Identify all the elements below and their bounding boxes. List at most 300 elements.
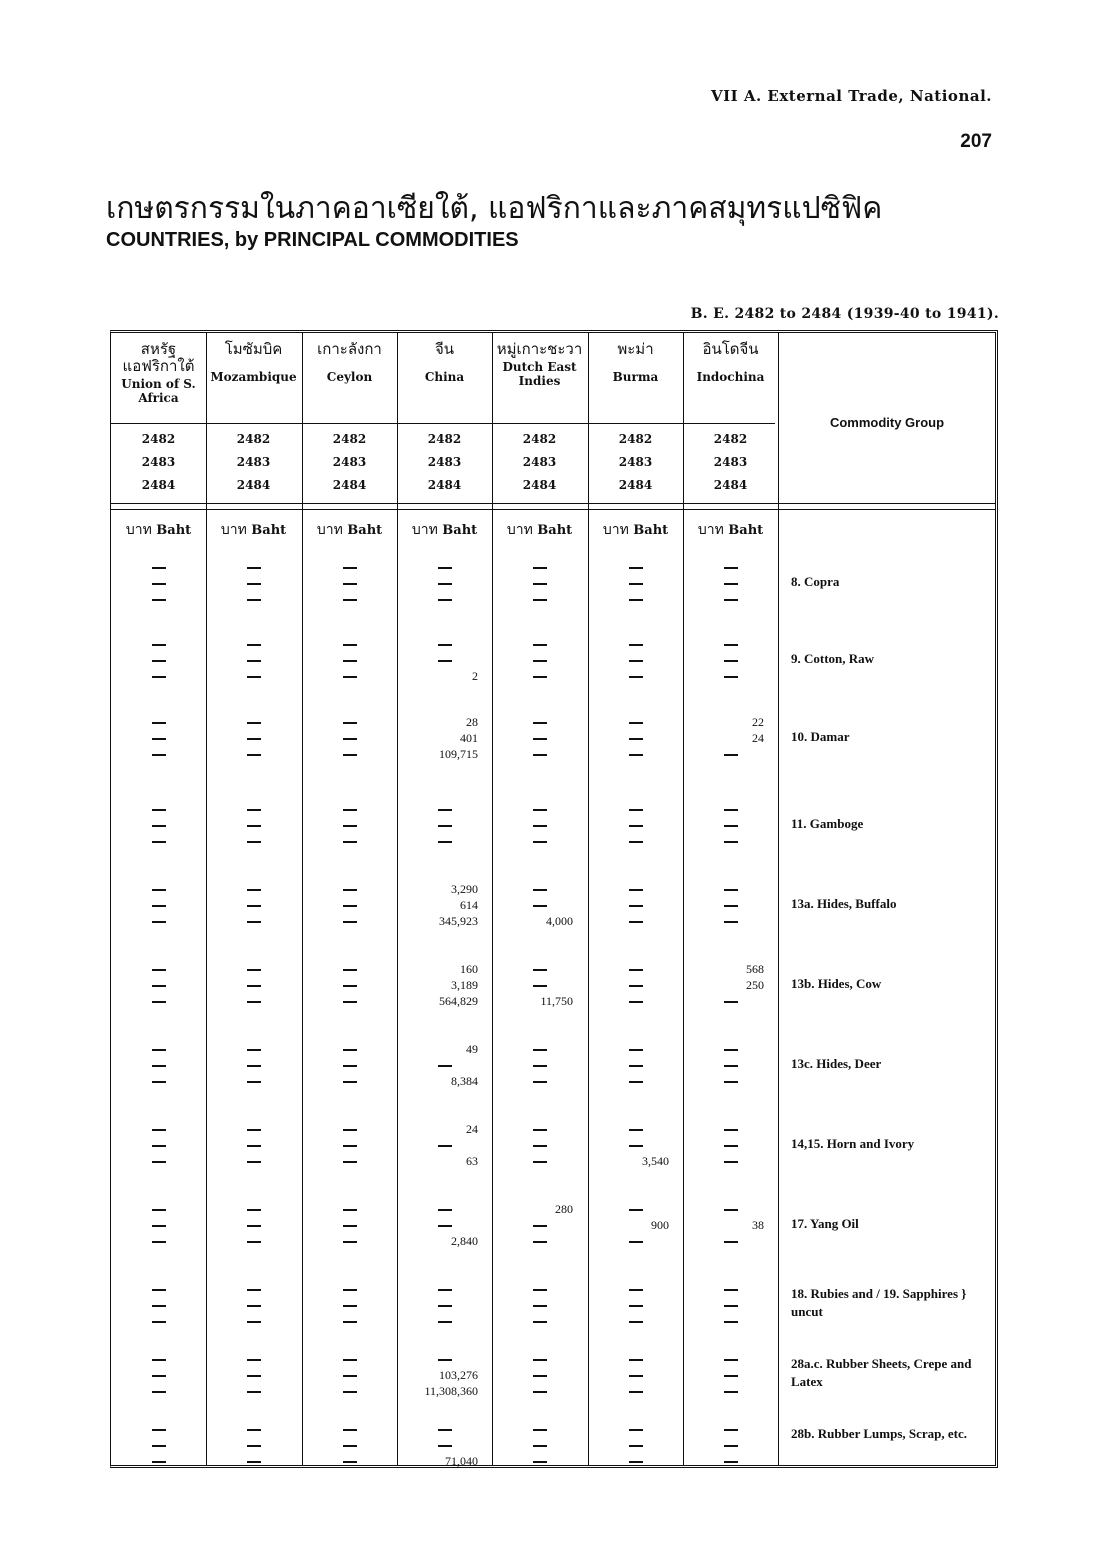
year-label: 2482: [332, 432, 367, 446]
nil-dash: [152, 1241, 166, 1243]
column-header-thai: พะม่า: [617, 340, 654, 358]
data-cell: [588, 1283, 683, 1343]
nil-dash: [533, 1081, 547, 1083]
nil-dash: [724, 1461, 738, 1463]
year-label: 2484: [618, 478, 653, 492]
nil-dash: [247, 644, 261, 646]
running-head: VII A. External Trade, National.: [710, 87, 992, 105]
data-cell: [397, 1203, 492, 1263]
cell-value: 3,290: [451, 882, 478, 896]
nil-dash: [533, 1065, 547, 1067]
nil-dash: [152, 1305, 166, 1307]
year-label: 2483: [141, 455, 176, 469]
commodity-label: 9. Cotton, Raw: [791, 651, 875, 666]
nil-dash: [629, 825, 643, 827]
data-cell: [302, 1043, 397, 1103]
nil-dash: [724, 1065, 738, 1067]
nil-dash: [152, 1321, 166, 1323]
year-label: 2482: [427, 432, 462, 446]
data-cell: [111, 716, 206, 776]
commodity-label: 13a. Hides, Buffalo: [791, 896, 897, 911]
data-cell: [588, 638, 683, 698]
data-cell: [111, 1043, 206, 1103]
data-cell: [111, 1123, 206, 1183]
data-cell: [588, 1123, 683, 1183]
nil-dash: [629, 1445, 643, 1447]
data-cell: [302, 638, 397, 698]
nil-dash: [343, 583, 357, 585]
trade-table: [110, 330, 998, 1468]
nil-dash: [343, 1305, 357, 1307]
nil-dash: [343, 1081, 357, 1083]
nil-dash: [724, 1161, 738, 1163]
unit-english: Baht: [728, 523, 764, 538]
cell-value: 11,750: [540, 994, 573, 1008]
nil-dash: [152, 1429, 166, 1431]
data-cell: [206, 716, 301, 776]
unit-english: Baht: [347, 523, 383, 538]
nil-dash: [247, 921, 261, 923]
nil-dash: [343, 985, 357, 987]
cell-value: 28: [466, 715, 478, 729]
nil-dash: [724, 1145, 738, 1147]
nil-dash: [438, 567, 452, 569]
nil-dash: [438, 1305, 452, 1307]
unit-thai: บาท: [506, 522, 538, 538]
nil-dash: [438, 825, 452, 827]
year-label: 2483: [713, 455, 748, 469]
nil-dash: [247, 969, 261, 971]
commodity-label: 11. Gamboge: [791, 816, 864, 831]
cell-value: 11,308,360: [424, 1384, 478, 1398]
unit-thai: บาท: [316, 522, 348, 538]
column-header: [588, 341, 683, 384]
data-cell: [302, 963, 397, 1023]
nil-dash: [629, 1375, 643, 1377]
nil-dash: [724, 1081, 738, 1083]
nil-dash: [629, 722, 643, 724]
data-cell: [397, 638, 492, 698]
nil-dash: [247, 583, 261, 585]
nil-dash: [438, 1209, 452, 1211]
nil-dash: [343, 1445, 357, 1447]
nil-dash: [533, 722, 547, 724]
nil-dash: [724, 1049, 738, 1051]
year-label: 2483: [618, 455, 653, 469]
unit-label: [683, 519, 778, 541]
nil-dash: [247, 1129, 261, 1131]
column-header-english: Mozambique: [210, 370, 297, 384]
nil-dash: [724, 660, 738, 662]
data-cell: [302, 1423, 397, 1483]
data-cell: [588, 561, 683, 621]
unit-english: Baht: [633, 523, 669, 538]
data-cell: [492, 803, 587, 863]
cell-value: 71,040: [445, 1454, 478, 1468]
data-cell: [588, 1353, 683, 1413]
year-list: [302, 428, 397, 497]
nil-dash: [724, 1445, 738, 1447]
nil-dash: [343, 1289, 357, 1291]
data-cell: [111, 1423, 206, 1483]
nil-dash: [343, 1375, 357, 1377]
data-cell: [683, 1353, 778, 1413]
nil-dash: [152, 969, 166, 971]
data-cell: [492, 716, 587, 776]
nil-dash: [629, 599, 643, 601]
cell-value: 63: [466, 1154, 478, 1168]
cell-value: 614: [460, 898, 478, 912]
nil-dash: [629, 969, 643, 971]
nil-dash: [152, 738, 166, 740]
nil-dash: [724, 921, 738, 923]
nil-dash: [247, 1241, 261, 1243]
nil-dash: [629, 1429, 643, 1431]
data-cell: [683, 638, 778, 698]
year-label: 2484: [332, 478, 367, 492]
nil-dash: [438, 1145, 452, 1147]
nil-dash: [152, 1001, 166, 1003]
nil-dash: [629, 1065, 643, 1067]
nil-dash: [629, 985, 643, 987]
data-cell: [397, 963, 492, 1023]
data-cell: [397, 1043, 492, 1103]
nil-dash: [629, 1001, 643, 1003]
column-header-thai: สหรัฐแอฟริกาใต้: [122, 340, 195, 375]
cell-value: 22: [752, 715, 764, 729]
nil-dash: [152, 809, 166, 811]
column-header-english: Union of S. Africa: [121, 377, 196, 405]
nil-dash: [247, 738, 261, 740]
nil-dash: [629, 660, 643, 662]
nil-dash: [152, 1209, 166, 1211]
nil-dash: [724, 1209, 738, 1211]
nil-dash: [438, 644, 452, 646]
nil-dash: [343, 1049, 357, 1051]
nil-dash: [533, 1305, 547, 1307]
cell-value: 109,715: [439, 747, 478, 761]
nil-dash: [629, 1461, 643, 1463]
data-cell: [492, 883, 587, 943]
nil-dash: [152, 1129, 166, 1131]
nil-dash: [629, 1081, 643, 1083]
nil-dash: [629, 1391, 643, 1393]
nil-dash: [343, 905, 357, 907]
year-list: [111, 428, 206, 497]
data-cell: [683, 716, 778, 776]
data-cell: [302, 561, 397, 621]
nil-dash: [152, 1461, 166, 1463]
cell-value: 2: [472, 669, 478, 683]
cell-value: 564,829: [439, 994, 478, 1008]
data-cell: [206, 963, 301, 1023]
data-cell: [397, 1423, 492, 1483]
nil-dash: [533, 1161, 547, 1163]
nil-dash: [533, 985, 547, 987]
nil-dash: [438, 1445, 452, 1447]
cell-value: 4,000: [546, 914, 573, 928]
data-cell: [492, 1043, 587, 1103]
nil-dash: [438, 809, 452, 811]
nil-dash: [152, 985, 166, 987]
data-cell: [206, 1123, 301, 1183]
year-list: [206, 428, 301, 497]
data-cell: [588, 1423, 683, 1483]
nil-dash: [247, 809, 261, 811]
nil-dash: [724, 889, 738, 891]
nil-dash: [629, 1321, 643, 1323]
nil-dash: [724, 676, 738, 678]
column-header: [302, 341, 397, 384]
nil-dash: [343, 841, 357, 843]
nil-dash: [152, 722, 166, 724]
commodity-label: 10. Damar: [791, 729, 850, 744]
year-label: 2483: [332, 455, 367, 469]
data-cell: [111, 561, 206, 621]
year-list: [683, 428, 778, 497]
data-cell: [111, 638, 206, 698]
nil-dash: [343, 809, 357, 811]
nil-dash: [152, 583, 166, 585]
nil-dash: [343, 921, 357, 923]
cell-value: 401: [460, 731, 478, 745]
data-cell: [492, 963, 587, 1023]
nil-dash: [152, 1391, 166, 1393]
nil-dash: [247, 1445, 261, 1447]
nil-dash: [152, 1375, 166, 1377]
data-cell: [206, 561, 301, 621]
nil-dash: [533, 1391, 547, 1393]
column-header-thai: จีน: [434, 340, 455, 358]
nil-dash: [247, 599, 261, 601]
nil-dash: [724, 583, 738, 585]
nil-dash: [343, 567, 357, 569]
nil-dash: [247, 1375, 261, 1377]
nil-dash: [343, 1429, 357, 1431]
nil-dash: [724, 1001, 738, 1003]
column-header-thai: เกาะลังกา: [317, 340, 382, 358]
nil-dash: [724, 644, 738, 646]
data-cell: [492, 561, 587, 621]
data-cell: [492, 1203, 587, 1263]
column-header: [683, 341, 778, 384]
nil-dash: [438, 583, 452, 585]
nil-dash: [629, 889, 643, 891]
nil-dash: [533, 1289, 547, 1291]
nil-dash: [247, 660, 261, 662]
nil-dash: [629, 1359, 643, 1361]
data-cell: [588, 883, 683, 943]
nil-dash: [724, 1391, 738, 1393]
year-label: 2483: [522, 455, 557, 469]
nil-dash: [533, 1445, 547, 1447]
nil-dash: [247, 1321, 261, 1323]
column-header-thai: อินโดจีน: [702, 340, 759, 358]
nil-dash: [343, 754, 357, 756]
nil-dash: [629, 1241, 643, 1243]
cell-value: 280: [555, 1202, 573, 1216]
data-cell: [302, 803, 397, 863]
nil-dash: [438, 1289, 452, 1291]
data-cell: [588, 1043, 683, 1103]
year-label: 2484: [141, 478, 176, 492]
data-cell: [397, 1123, 492, 1183]
nil-dash: [724, 567, 738, 569]
nil-dash: [343, 1359, 357, 1361]
nil-dash: [629, 841, 643, 843]
data-cell: [206, 803, 301, 863]
nil-dash: [438, 1429, 452, 1431]
nil-dash: [533, 1145, 547, 1147]
nil-dash: [247, 889, 261, 891]
nil-dash: [247, 1391, 261, 1393]
data-cell: [588, 803, 683, 863]
data-cell: [492, 1353, 587, 1413]
nil-dash: [247, 841, 261, 843]
column-header-english: Dutch East Indies: [502, 360, 577, 388]
column-header: [492, 341, 587, 388]
nil-dash: [724, 1241, 738, 1243]
nil-dash: [343, 889, 357, 891]
data-cell: [588, 716, 683, 776]
commodity-label: 13c. Hides, Deer: [791, 1056, 882, 1071]
column-header-thai: หมู่เกาะชะวา: [496, 340, 583, 358]
nil-dash: [724, 841, 738, 843]
year-label: 2482: [713, 432, 748, 446]
nil-dash: [343, 969, 357, 971]
nil-dash: [343, 1321, 357, 1323]
data-cell: [111, 963, 206, 1023]
year-label: 2483: [236, 455, 271, 469]
nil-dash: [152, 1225, 166, 1227]
data-cell: [302, 1283, 397, 1343]
nil-dash: [533, 1461, 547, 1463]
nil-dash: [343, 1391, 357, 1393]
unit-label: [397, 519, 492, 541]
nil-dash: [533, 676, 547, 678]
nil-dash: [343, 738, 357, 740]
data-cell: [206, 883, 301, 943]
nil-dash: [152, 676, 166, 678]
nil-dash: [533, 754, 547, 756]
data-cell: [397, 803, 492, 863]
nil-dash: [343, 1001, 357, 1003]
nil-dash: [152, 1049, 166, 1051]
column-header-english: Burma: [612, 370, 659, 384]
nil-dash: [343, 1241, 357, 1243]
nil-dash: [247, 1289, 261, 1291]
nil-dash: [629, 567, 643, 569]
column-header-english: Indochina: [696, 370, 765, 384]
cell-value: 2,840: [451, 1234, 478, 1248]
nil-dash: [152, 660, 166, 662]
nil-dash: [152, 1289, 166, 1291]
cell-value: 160: [460, 962, 478, 976]
unit-label: [588, 519, 683, 541]
nil-dash: [629, 676, 643, 678]
nil-dash: [247, 1049, 261, 1051]
commodity-label: 14,15. Horn and Ivory: [791, 1136, 915, 1151]
unit-thai: บาท: [125, 522, 157, 538]
nil-dash: [533, 567, 547, 569]
nil-dash: [533, 841, 547, 843]
nil-dash: [247, 1359, 261, 1361]
data-cell: [302, 1203, 397, 1263]
nil-dash: [533, 660, 547, 662]
cell-value: 568: [746, 962, 764, 976]
nil-dash: [152, 644, 166, 646]
nil-dash: [152, 889, 166, 891]
nil-dash: [247, 722, 261, 724]
nil-dash: [533, 1321, 547, 1323]
column-header: [397, 341, 492, 384]
year-label: 2482: [522, 432, 557, 446]
nil-dash: [247, 985, 261, 987]
unit-label: [111, 519, 206, 541]
nil-dash: [152, 754, 166, 756]
unit-label: [206, 519, 301, 541]
year-list: [492, 428, 587, 497]
nil-dash: [343, 644, 357, 646]
nil-dash: [533, 1429, 547, 1431]
nil-dash: [247, 676, 261, 678]
nil-dash: [152, 1065, 166, 1067]
nil-dash: [247, 905, 261, 907]
cell-value: 3,189: [451, 978, 478, 992]
year-label: 2484: [522, 478, 557, 492]
nil-dash: [533, 1049, 547, 1051]
nil-dash: [533, 644, 547, 646]
nil-dash: [343, 660, 357, 662]
nil-dash: [247, 825, 261, 827]
data-cell: [302, 883, 397, 943]
nil-dash: [724, 1429, 738, 1431]
nil-dash: [724, 1289, 738, 1291]
nil-dash: [247, 567, 261, 569]
nil-dash: [438, 599, 452, 601]
nil-dash: [247, 1429, 261, 1431]
data-cell: [206, 1283, 301, 1343]
cell-value: 900: [651, 1218, 669, 1232]
column-header-thai: โมซัมบิค: [224, 340, 283, 358]
nil-dash: [247, 1225, 261, 1227]
nil-dash: [629, 754, 643, 756]
data-cell: [397, 1283, 492, 1343]
data-cell: [111, 1353, 206, 1413]
nil-dash: [533, 825, 547, 827]
cell-value: 49: [466, 1042, 478, 1056]
nil-dash: [152, 841, 166, 843]
data-cell: [492, 638, 587, 698]
page-number: 207: [960, 131, 992, 152]
nil-dash: [724, 1375, 738, 1377]
nil-dash: [724, 825, 738, 827]
nil-dash: [533, 969, 547, 971]
nil-dash: [629, 1129, 643, 1131]
nil-dash: [343, 1225, 357, 1227]
title-thai: เกษตรกรรมในภาคอาเซียใต้, แอฟริกาและภาคสมุทรแปซิฟิค: [106, 191, 883, 226]
year-label: 2484: [427, 478, 462, 492]
nil-dash: [438, 1065, 452, 1067]
unit-thai: บาท: [602, 522, 634, 538]
year-label: 2482: [141, 432, 176, 446]
cell-value: 103,276: [439, 1368, 478, 1382]
nil-dash: [152, 1145, 166, 1147]
year-label: 2484: [713, 478, 748, 492]
data-cell: [683, 1123, 778, 1183]
cell-value: 24: [466, 1122, 478, 1136]
data-cell: [683, 1203, 778, 1263]
